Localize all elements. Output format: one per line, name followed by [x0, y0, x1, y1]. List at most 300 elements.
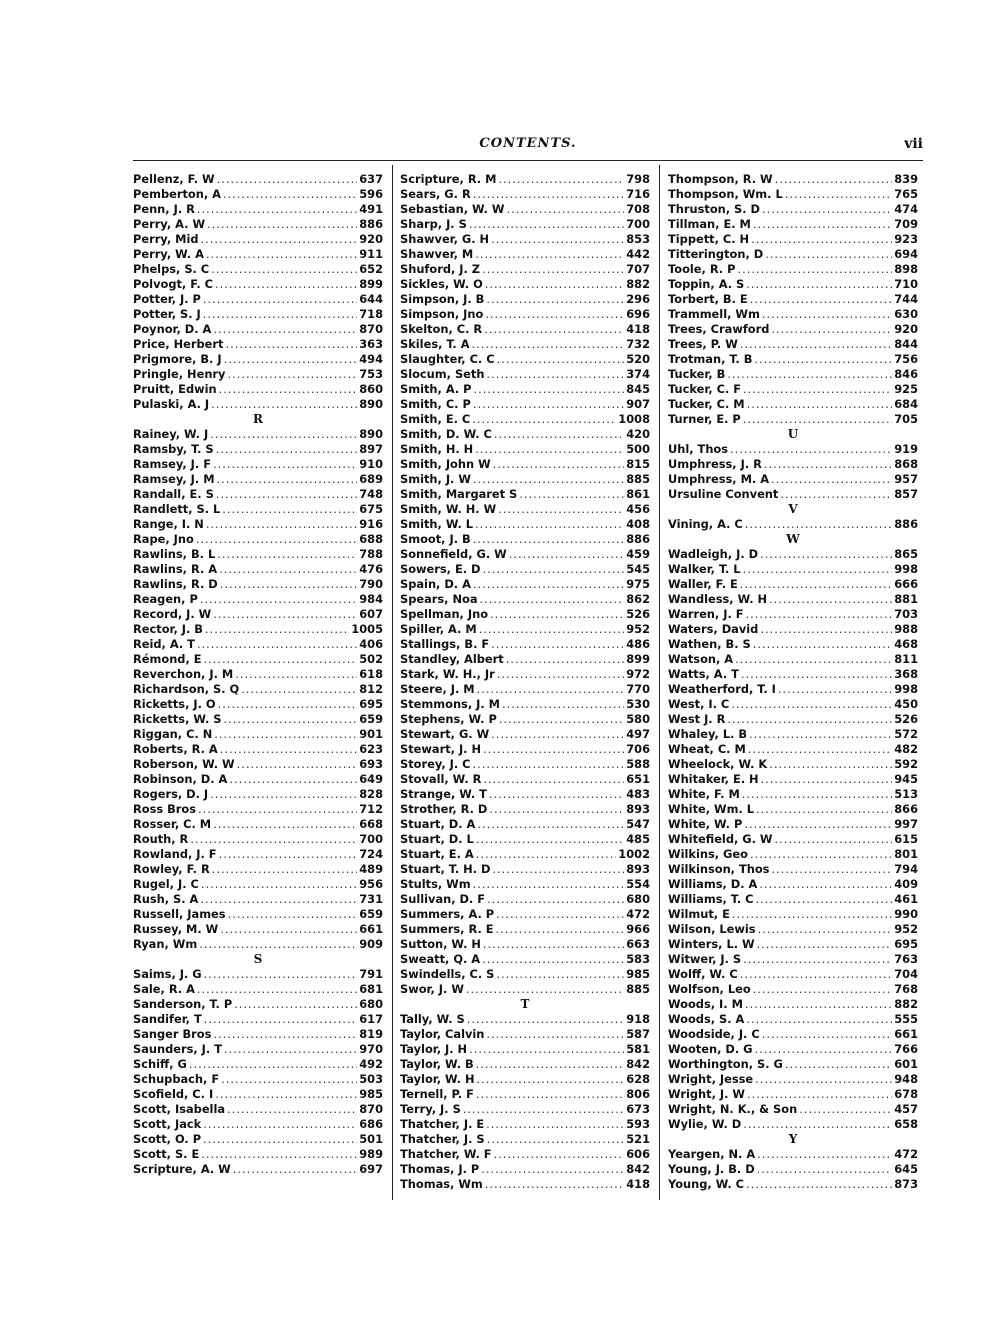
entry-name: Shawver, G. H	[400, 232, 490, 246]
dot-leader	[214, 727, 357, 742]
index-entry	[400, 622, 650, 637]
entry-page-number: 897	[359, 442, 383, 456]
entry-page-number: 811	[894, 652, 918, 666]
dot-leader	[743, 1117, 892, 1132]
entry-name: Poynor, D. A	[133, 322, 212, 336]
entry-page-number: 885	[626, 472, 650, 486]
index-entry	[400, 382, 650, 397]
index-entry	[668, 247, 918, 262]
index-entry	[133, 472, 383, 487]
entry-name: Polvogt, F. C	[133, 277, 213, 291]
dot-leader	[466, 982, 624, 997]
dot-leader	[753, 982, 893, 997]
entry-page-number: 554	[626, 877, 650, 891]
entry-name: Smoot, J. B	[400, 532, 471, 546]
entry-name: Spain, D. A	[400, 577, 471, 591]
entry-name: Reagen, P	[133, 592, 198, 606]
dot-leader	[483, 562, 625, 577]
dot-leader	[730, 442, 892, 457]
index-entry	[668, 487, 918, 502]
index-entry	[400, 712, 650, 727]
index-entry	[400, 487, 650, 502]
index-entry	[400, 1132, 650, 1147]
entry-page-number: 899	[359, 277, 383, 291]
entry-name: Swindells, C. S	[400, 967, 495, 981]
index-entry	[133, 1132, 383, 1147]
index-entry	[400, 277, 650, 292]
entry-page-number: 678	[894, 1087, 918, 1101]
entry-page-number: 659	[359, 712, 383, 726]
index-entry	[400, 367, 650, 382]
dot-leader	[764, 457, 892, 472]
dot-leader	[746, 607, 893, 622]
index-entry	[668, 292, 918, 307]
entry-page-number: 637	[359, 172, 383, 186]
index-entry	[400, 577, 650, 592]
page-title: CONTENTS.	[479, 136, 577, 151]
entry-name: Wolff, W. C	[668, 967, 738, 981]
index-entry	[133, 877, 383, 892]
dot-leader	[496, 907, 624, 922]
dot-leader	[755, 1072, 892, 1087]
dot-leader	[237, 757, 358, 772]
dot-leader	[483, 742, 624, 757]
page-header	[133, 136, 923, 158]
dot-leader	[224, 712, 358, 727]
entry-page-number: 756	[894, 352, 918, 366]
dot-leader	[210, 427, 357, 442]
entry-name: Roberts, R. A	[133, 742, 218, 756]
entry-page-number: 680	[626, 892, 650, 906]
entry-name: Scott, Jack	[133, 1117, 202, 1131]
entry-name: Stuart, E. A	[400, 847, 474, 861]
entry-name: Pringle, Henry	[133, 367, 226, 381]
index-entry	[400, 262, 650, 277]
dot-leader	[761, 772, 893, 787]
entry-page-number: 623	[359, 742, 383, 756]
index-entry	[133, 187, 383, 202]
entry-page-number: 409	[894, 877, 918, 891]
dot-leader	[476, 847, 617, 862]
entry-name: Rush, S. A	[133, 892, 199, 906]
index-entry	[133, 1102, 383, 1117]
dot-leader	[475, 517, 624, 532]
entry-name: Rainey, W. J	[133, 427, 209, 441]
dot-leader	[496, 967, 624, 982]
index-entry	[668, 667, 918, 682]
dot-leader	[489, 802, 624, 817]
entry-page-number: 492	[359, 1057, 383, 1071]
entry-name: Slaughter, C. C	[400, 352, 495, 366]
dot-leader	[757, 1147, 892, 1162]
index-entry	[133, 487, 383, 502]
index-entry	[400, 232, 650, 247]
index-entry	[668, 997, 918, 1012]
entry-page-number: 668	[359, 817, 383, 831]
index-entry	[133, 1057, 383, 1072]
index-entry	[400, 847, 650, 862]
entry-page-number: 990	[894, 907, 918, 921]
index-column-1	[133, 172, 383, 1177]
entry-name: Woods, S. A	[668, 1012, 745, 1026]
index-entry	[400, 967, 650, 982]
entry-page-number: 581	[626, 1042, 650, 1056]
entry-name: Taylor, W. B	[400, 1057, 474, 1071]
entry-name: Swor, J. W	[400, 982, 464, 996]
entry-name: Woods, I. M	[668, 997, 743, 1011]
index-entry	[133, 262, 383, 277]
index-entry	[400, 1057, 650, 1072]
entry-name: Wheelock, W. K	[668, 757, 768, 771]
index-entry	[400, 532, 650, 547]
entry-name: Watts, A. T	[668, 667, 739, 681]
dot-leader	[727, 367, 892, 382]
entry-page-number: 985	[626, 967, 650, 981]
entry-page-number: 886	[894, 517, 918, 531]
index-entry	[400, 892, 650, 907]
entry-page-number: 482	[894, 742, 918, 756]
dot-leader	[771, 862, 892, 877]
entry-name: Williams, D. A	[668, 877, 758, 891]
entry-page-number: 724	[359, 847, 383, 861]
index-entry	[668, 307, 918, 322]
index-entry	[668, 457, 918, 472]
index-entry	[400, 907, 650, 922]
dot-leader	[735, 652, 892, 667]
entry-name: Whitaker, E. H	[668, 772, 759, 786]
entry-page-number: 716	[626, 187, 650, 201]
entry-page-number: 846	[894, 367, 918, 381]
entry-page-number: 673	[626, 1102, 650, 1116]
dot-leader	[189, 1057, 357, 1072]
entry-page-number: 483	[626, 787, 650, 801]
index-entry	[400, 412, 650, 427]
dot-leader	[743, 412, 892, 427]
entry-name: Wheat, C. M	[668, 742, 746, 756]
entry-page-number: 526	[894, 712, 918, 726]
dot-leader	[485, 307, 624, 322]
entry-name: Sickles, W. O	[400, 277, 483, 291]
index-entry	[133, 427, 383, 442]
index-entry	[668, 367, 918, 382]
dot-leader	[233, 1162, 358, 1177]
index-entry	[400, 517, 650, 532]
index-entry	[133, 832, 383, 847]
entry-name: Tillman, E. M	[668, 217, 751, 231]
entry-page-number: 489	[359, 862, 383, 876]
dot-leader	[463, 1102, 624, 1117]
entry-name: Rémond, E	[133, 652, 202, 666]
entry-page-number: 870	[359, 322, 383, 336]
index-entry	[133, 172, 383, 187]
index-entry	[133, 1147, 383, 1162]
entry-name: Standley, Albert	[400, 652, 504, 666]
entry-name: Ryan, Wm	[133, 937, 198, 951]
entry-name: Torbert, B. E	[668, 292, 748, 306]
section-letter-heading: W	[786, 532, 800, 546]
entry-page-number: 520	[626, 352, 650, 366]
entry-page-number: 501	[359, 1132, 383, 1146]
entry-name: Rogers, D. J	[133, 787, 209, 801]
entry-page-number: 806	[626, 1087, 650, 1101]
dot-leader	[746, 277, 892, 292]
entry-name: Wright, J. W	[668, 1087, 745, 1101]
entry-name: Rowley, F. R	[133, 862, 210, 876]
dot-leader	[757, 937, 893, 952]
entry-page-number: 705	[894, 412, 918, 426]
dot-leader	[745, 997, 892, 1012]
dot-leader	[220, 742, 358, 757]
entry-page-number: 659	[359, 907, 383, 921]
index-entry	[400, 472, 650, 487]
index-entry	[133, 322, 383, 337]
entry-name: Robinson, D. A	[133, 772, 228, 786]
dot-leader	[472, 412, 616, 427]
entry-page-number: 798	[626, 172, 650, 186]
entry-page-number: 718	[359, 307, 383, 321]
entry-page-number: 645	[894, 1162, 918, 1176]
index-entry	[400, 772, 650, 787]
dot-leader	[196, 532, 357, 547]
entry-page-number: 363	[359, 337, 383, 351]
entry-name: Randall, E. S	[133, 487, 214, 501]
index-entry	[400, 352, 650, 367]
index-entry	[400, 652, 650, 667]
dot-leader	[498, 172, 624, 187]
index-entry	[668, 832, 918, 847]
index-entry	[133, 982, 383, 997]
index-entry	[400, 172, 650, 187]
dot-leader	[475, 247, 624, 262]
index-entry	[400, 442, 650, 457]
index-entry	[668, 1087, 918, 1102]
dot-leader	[225, 337, 357, 352]
entry-page-number: 450	[894, 697, 918, 711]
dot-leader	[224, 352, 358, 367]
entry-name: Summers, A. P	[400, 907, 495, 921]
section-letter-heading: T	[520, 997, 530, 1011]
dot-leader	[506, 202, 624, 217]
entry-page-number: 457	[894, 1102, 918, 1116]
entry-name: West, I. C	[668, 697, 730, 711]
entry-page-number: 790	[359, 577, 383, 591]
entry-name: Tucker, B	[668, 367, 726, 381]
entry-page-number: 788	[359, 547, 383, 561]
index-entry	[668, 877, 918, 892]
entry-name: Stewart, J. H	[400, 742, 482, 756]
entry-page-number: 680	[359, 997, 383, 1011]
dot-leader	[473, 877, 625, 892]
entry-page-number: 1008	[618, 412, 650, 426]
index-entry	[133, 682, 383, 697]
entry-name: Sanger Bros	[133, 1027, 212, 1041]
index-entry	[668, 217, 918, 232]
index-entry	[668, 1102, 918, 1117]
entry-name: Trammell, Wm	[668, 307, 760, 321]
index-entry	[133, 892, 383, 907]
entry-name: Walker, T. L	[668, 562, 741, 576]
entry-name: Taylor, J. H	[400, 1042, 468, 1056]
entry-name: Scott, S. E	[133, 1147, 200, 1161]
index-entry	[668, 907, 918, 922]
entry-name: Wylie, W. D	[668, 1117, 742, 1131]
entry-name: Tucker, C. M	[668, 397, 745, 411]
dot-leader	[499, 712, 624, 727]
index-entry	[133, 292, 383, 307]
entry-page-number: 684	[894, 397, 918, 411]
dot-leader	[497, 352, 625, 367]
dot-leader	[213, 817, 357, 832]
dot-leader	[740, 337, 892, 352]
entry-name: Trees, Crawford	[668, 322, 770, 336]
entry-name: Uhl, Thos	[668, 442, 729, 456]
dot-leader	[491, 727, 624, 742]
index-entry	[133, 757, 383, 772]
index-entry	[668, 592, 918, 607]
dot-leader	[477, 817, 624, 832]
dot-leader	[190, 832, 357, 847]
entry-page-number: 706	[626, 742, 650, 756]
index-entry	[400, 1027, 650, 1042]
dot-leader	[235, 667, 357, 682]
dot-leader	[769, 757, 892, 772]
dot-leader	[778, 682, 892, 697]
entry-name: Stark, W. H., Jr	[400, 667, 495, 681]
dot-leader	[785, 1057, 892, 1072]
dot-leader	[485, 277, 624, 292]
entry-page-number: 925	[894, 382, 918, 396]
entry-name: Thatcher, W. F	[400, 1147, 492, 1161]
entry-page-number: 628	[626, 1072, 650, 1086]
entry-page-number: 374	[626, 367, 650, 381]
entry-name: Toppin, A. S	[668, 277, 745, 291]
dot-leader	[228, 907, 358, 922]
entry-page-number: 868	[894, 457, 918, 471]
index-entry	[668, 397, 918, 412]
index-entry	[400, 397, 650, 412]
index-entry	[133, 382, 383, 397]
entry-page-number: 753	[359, 367, 383, 381]
entry-name: Thruston, S. D	[668, 202, 761, 216]
entry-name: Penn, J. R	[133, 202, 195, 216]
entry-page-number: 592	[894, 757, 918, 771]
index-entry	[668, 787, 918, 802]
dot-leader	[762, 307, 892, 322]
entry-page-number: 521	[626, 1132, 650, 1146]
entry-name: Prigmore, B. J	[133, 352, 222, 366]
entry-name: Ricketts, W. S	[133, 712, 222, 726]
index-entry	[400, 1087, 650, 1102]
index-entry	[668, 547, 918, 562]
dot-leader	[204, 1012, 357, 1027]
index-entry	[133, 937, 383, 952]
dot-leader	[506, 652, 624, 667]
entry-name: Trotman, T. B	[668, 352, 753, 366]
section-letter-heading: Y	[788, 1132, 798, 1146]
entry-name: Rosser, C. M	[133, 817, 212, 831]
dot-leader	[473, 187, 625, 202]
dot-leader	[216, 442, 358, 457]
entry-name: Thatcher, J. E	[400, 1117, 485, 1131]
entry-name: Smith, J. W	[400, 472, 471, 486]
index-entry	[668, 1072, 918, 1087]
dot-leader	[197, 637, 357, 652]
index-entry	[133, 202, 383, 217]
header-rule	[133, 160, 923, 161]
entry-name: Woodside, J. C	[668, 1027, 760, 1041]
index-entry	[400, 292, 650, 307]
column-divider	[392, 165, 393, 1200]
entry-name: Umphress, M. A	[668, 472, 770, 486]
entry-page-number: 572	[894, 727, 918, 741]
entry-name: Stuart, D. A	[400, 817, 476, 831]
dot-leader	[234, 997, 357, 1012]
dot-leader	[480, 592, 625, 607]
entry-page-number: 770	[626, 682, 650, 696]
index-entry	[400, 457, 650, 472]
index-entry	[400, 592, 650, 607]
dot-leader	[227, 367, 357, 382]
dot-leader	[727, 712, 892, 727]
entry-name: Yeargen, N. A	[668, 1147, 756, 1161]
entry-name: Phelps, S. C	[133, 262, 210, 276]
dot-leader	[215, 1087, 357, 1102]
dot-leader	[197, 202, 357, 217]
dot-leader	[206, 517, 357, 532]
entry-name: Strange, W. T	[400, 787, 487, 801]
index-entry	[400, 202, 650, 217]
entry-name: Smith, C. P	[400, 397, 471, 411]
entry-name: Taylor, W. H	[400, 1072, 475, 1086]
index-entry	[668, 1162, 918, 1177]
entry-name: Schiff, G	[133, 1057, 187, 1071]
entry-name: Reverchon, J. M	[133, 667, 234, 681]
index-entry	[668, 652, 918, 667]
entry-page-number: 697	[359, 1162, 383, 1176]
entry-page-number: 689	[359, 472, 383, 486]
entry-name: Pruitt, Edwin	[133, 382, 217, 396]
index-entry	[400, 862, 650, 877]
index-entry	[400, 247, 650, 262]
index-entry	[400, 1117, 650, 1132]
dot-leader	[746, 1177, 892, 1192]
entry-page-number: 530	[626, 697, 650, 711]
index-entry	[668, 262, 918, 277]
index-entry	[668, 1057, 918, 1072]
entry-name: Wilkinson, Thos	[668, 862, 770, 876]
entry-page-number: 984	[359, 592, 383, 606]
entry-name: Russey, M. W	[133, 922, 219, 936]
index-entry	[133, 457, 383, 472]
dot-leader	[483, 772, 624, 787]
entry-page-number: 456	[626, 502, 650, 516]
dot-leader	[474, 382, 625, 397]
entry-name: Stuart, T. H. D	[400, 862, 491, 876]
entry-name: Randlett, S. L	[133, 502, 221, 516]
index-entry	[668, 202, 918, 217]
dot-leader	[502, 697, 624, 712]
entry-page-number: 545	[626, 562, 650, 576]
entry-page-number: 526	[626, 607, 650, 621]
entry-name: White, F. M	[668, 787, 740, 801]
dot-leader	[198, 802, 357, 817]
index-entry	[668, 967, 918, 982]
dot-leader	[219, 562, 357, 577]
entry-name: Spiller, A. M	[400, 622, 477, 636]
index-entry	[133, 1117, 383, 1132]
entry-page-number: 844	[894, 337, 918, 351]
dot-leader	[487, 1132, 625, 1147]
